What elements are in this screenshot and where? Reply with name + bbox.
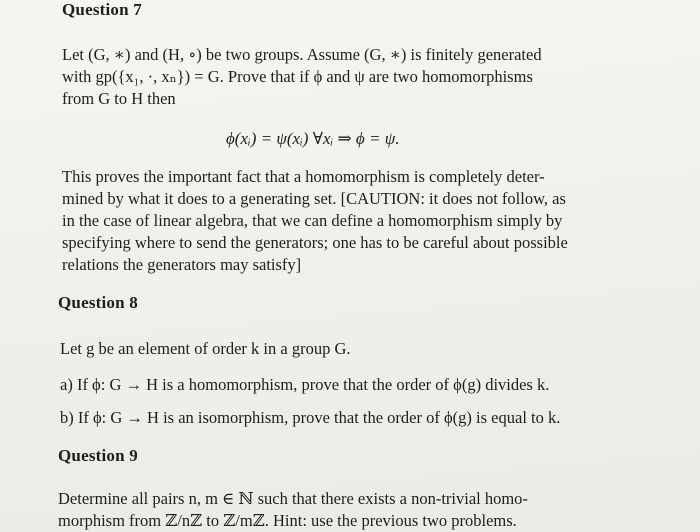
text-line: This proves the important fact that a homomorphism is completely deter- [62,167,545,186]
question-8-intro: Let g be an element of order k in a group G. [60,339,351,358]
question-8-heading: Question 8 [58,293,138,312]
text-line: relations the generators may satisfy] [62,255,302,274]
text-line: mined by what it does to a generating set. [CAUTION: it does not follow, as [62,189,566,208]
text-line: Let (G, ∗) and (H, ∘) be two groups. Assume (G, ∗) is finitely generated [62,45,542,64]
question-9-body [58,488,638,532]
question-9-heading: Question 9 [58,446,138,465]
text-line: specifying where to send the generators; one has to be careful about possible [62,233,568,252]
text-line: in the case of linear algebra, that we can define a homomorphism simply by [62,211,563,230]
text-line: morphism from ℤ/nℤ to ℤ/mℤ. Hint: use the previous two problems. [58,511,517,530]
question-7-heading: Question 7 [62,0,142,19]
text-line: with gp({x₁, ·, xₙ}) = G. Prove that if ϕ and ψ are two homomorphisms [62,67,533,86]
question-8-part-b: b) If ϕ: G → H is an isomorphism, prove that the order of ϕ(g) is equal to k. [60,408,561,427]
question-7-remark [62,166,632,276]
question-7-intro [62,44,632,110]
question-7-equation: ϕ(xᵢ) = ψ(xᵢ) ∀xᵢ ⇒ ϕ = ψ. [226,129,400,148]
text-line: from G to H then [62,89,176,108]
question-8-part-a: a) If ϕ: G → H is a homomorphism, prove that the order of ϕ(g) divides k. [60,375,550,394]
text-line: Determine all pairs n, m ∈ ℕ such that there exists a non-trivial homo- [58,489,528,508]
